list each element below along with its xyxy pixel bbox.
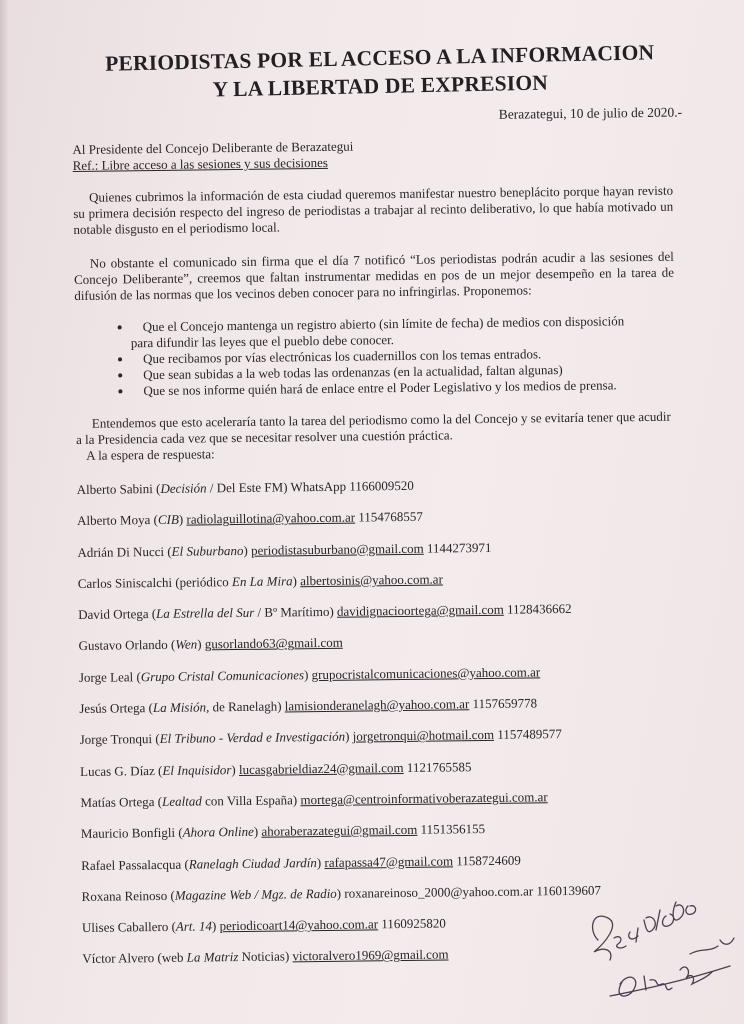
contact-email: grupocristalcomunicaciones@yahoo.com.ar [311, 664, 541, 682]
contact-email: davidignacioortega@gmail.com [336, 601, 504, 619]
contact-name: Jorge Leal ( [78, 668, 141, 685]
contact-phone: 1157659778 [469, 695, 538, 712]
contact-phone: 1121765585 [403, 758, 472, 775]
contact-details: ) [231, 761, 240, 777]
contact-media: El Suburbano [171, 542, 244, 559]
contact-details: ) [303, 666, 312, 682]
contact-details: / Bº Marítimo) [254, 603, 338, 620]
contact-phone: 1154768557 [354, 509, 423, 525]
closing-line: A la espera de respuesta: [86, 446, 215, 463]
title-line-2: Y LA LIBERTAD DE EXPRESION [212, 70, 549, 102]
contact-media: La Misión, [152, 699, 210, 716]
contact-name: Carlos Siniscalchi (periódico [77, 573, 233, 591]
addressee: Al Presidente del Concejo Deliberante de Berazategui [72, 138, 354, 157]
contact-email: periodistasuburbano@gmail.com [250, 540, 424, 558]
contact-media: Grupo Cristal Comunicaciones [140, 666, 305, 684]
contact-details: ) [253, 824, 262, 840]
contact-media: Wen [175, 636, 198, 653]
reference-line: Ref.: Libre acceso a las sesiones y sus decisiones [72, 154, 328, 173]
contact-details: ) [316, 854, 325, 870]
contact-email: lamisionderanelagh@yahoo.com.ar [284, 696, 470, 714]
contact-details: de Ranelagh) [209, 698, 285, 715]
proposal-item: • Que se nos informe quién hará de enlace entre el Poder Legislativo y los medios de prensa. [133, 377, 675, 400]
signature-image [580, 880, 740, 1020]
contact-name: Ulises Caballero ( [81, 918, 176, 936]
contact-email: ahoraberazategui@gmail.com [261, 822, 418, 840]
contact-email: jorgetronqui@hotmail.com [352, 727, 495, 744]
contact-details: ) [178, 511, 187, 528]
contact-name: Alberto Moya ( [76, 512, 158, 529]
contact-media: La Estrella del Sur [156, 604, 255, 622]
contact-details: Noticias) [238, 948, 293, 965]
contact-media: Lealtad [161, 793, 202, 809]
proposal-text-continued: para difundir las leyes que el pueblo debe conocer. [130, 332, 395, 351]
contact-name: Jorge Tronqui ( [79, 731, 160, 748]
contact-name: Adrián Di Nucci ( [77, 543, 172, 560]
contact-email: periodicoart14@yahoo.com.ar [219, 916, 379, 934]
contact-name: Mauricio Bonfigli ( [80, 824, 183, 842]
contact-name: Jesús Ortega ( [79, 700, 154, 717]
contact-media: Decisión [160, 480, 207, 496]
contact-email: rafapassa47@gmail.com [324, 852, 454, 870]
document-title [59, 37, 700, 106]
contact-name: Gustavo Orlando ( [78, 637, 176, 654]
paragraph-3: Entendemos que esto aceleraría tanto la tarea del periodismo como la del Concejo y se evitaría tener que acudir a la Presidencia cada vez que se necesitar resolver una cuestión práctica. [75, 408, 671, 447]
contact-name: Alberto Sabini ( [76, 480, 161, 497]
contact-name: Lucas G. Díaz ( [79, 762, 163, 779]
letter-body [72, 103, 683, 983]
paragraph-1: Quienes cubrimos la información de esta ciudad queremos manifestar nuestro beneplácito porque hayan revisto su primera decisión respecto del ingreso de periodistas a trabajar al recinto deliberativo, lo que había motivado un notable disgusto en el periodismo local. [73, 182, 674, 237]
contact-email: gusorlando63@gmail.com [204, 635, 343, 652]
contact-media: Magazine Web / Mgz. de Radio [174, 885, 337, 903]
contact-phone: 1158724609 [452, 852, 521, 868]
contact-details: ) [345, 728, 353, 745]
title-line-1: PERIODISTAS POR EL ACCESO A LA INFORMACION [104, 40, 655, 76]
contact-media: El Inquisidor [162, 761, 232, 778]
contact-phone: 1128436662 [503, 601, 572, 617]
contact-media: En La Mira [231, 573, 293, 589]
proposal-text: Que el Concejo mantenga un registro abierto (sin límite de fecha) de medios con disposición [142, 313, 625, 335]
contact-name: Rafael Passalacqua ( [81, 856, 189, 873]
proposals-list [75, 313, 676, 400]
proposal-item: • Que recibamos por vías electrónicas los cuadernillos con los temas entrados. [133, 345, 675, 368]
contact-details: ) [197, 636, 205, 652]
contact-details: ) roxanareinoso_2000@yahoo.com.ar 1160139607 [336, 882, 602, 901]
contact-media: Art. 14 [175, 918, 213, 934]
contact-phone: 1160925820 [378, 915, 446, 932]
contact-name: Roxana Reinoso ( [81, 887, 175, 904]
contact-email: mortega@centroinformativoberazategui.com.ar [300, 789, 548, 808]
contact-phone: 1144273971 [423, 539, 492, 556]
contact-details: / Del Este FM) WhatsApp 1166009520 [206, 477, 414, 496]
contact-media: El Tribuno - Verdad e Investigación [159, 729, 346, 747]
contact-email: lucasgabrieldiaz24@gmail.com [238, 759, 404, 777]
contact-phone: 1157489577 [493, 726, 562, 743]
contact-email: radiolaguillotina@yahoo.com.ar [186, 509, 356, 527]
contact-media: Ahora Online [182, 824, 254, 840]
contact-name: Víctor Alvero (web [82, 950, 187, 967]
contact-media: CIB [157, 512, 179, 528]
proposal-item: • Que sean subidas a la web todas las ordenanzas (en la actualidad, faltan algunas) [133, 361, 675, 384]
contact-email: victoralvero1969@gmail.com [292, 946, 449, 964]
paper-edge [0, 0, 8, 1024]
contact-name: David Ortega ( [78, 606, 157, 623]
contact-email: albertosinis@yahoo.com.ar [300, 571, 443, 589]
contact-name: Matías Ortega ( [80, 793, 163, 810]
letter-date: Berazategui, 10 de julio de 2020.- [498, 104, 683, 122]
contact-details: ) [243, 542, 252, 558]
contact-details: ) [292, 573, 301, 589]
contact-media: Ranelagh Ciudad Jardín [188, 854, 317, 872]
contact-details: ) [211, 918, 220, 934]
contact-details: con Villa España) [201, 792, 301, 809]
paragraph-2: No obstante el comunicado sin firma que el día 7 notificó “Los periodistas podrán acudir a las sesiones del Concejo Deliberante”, creemos que faltan instrumentar medidas en pos de un mejor desempeño en la tarea de difusión de las normas que los vecinos deben conocer para no infringirlas. Proponemos: [73, 248, 675, 303]
contact-media: La Matriz [186, 949, 239, 966]
contact-phone: 1151356155 [417, 821, 486, 838]
